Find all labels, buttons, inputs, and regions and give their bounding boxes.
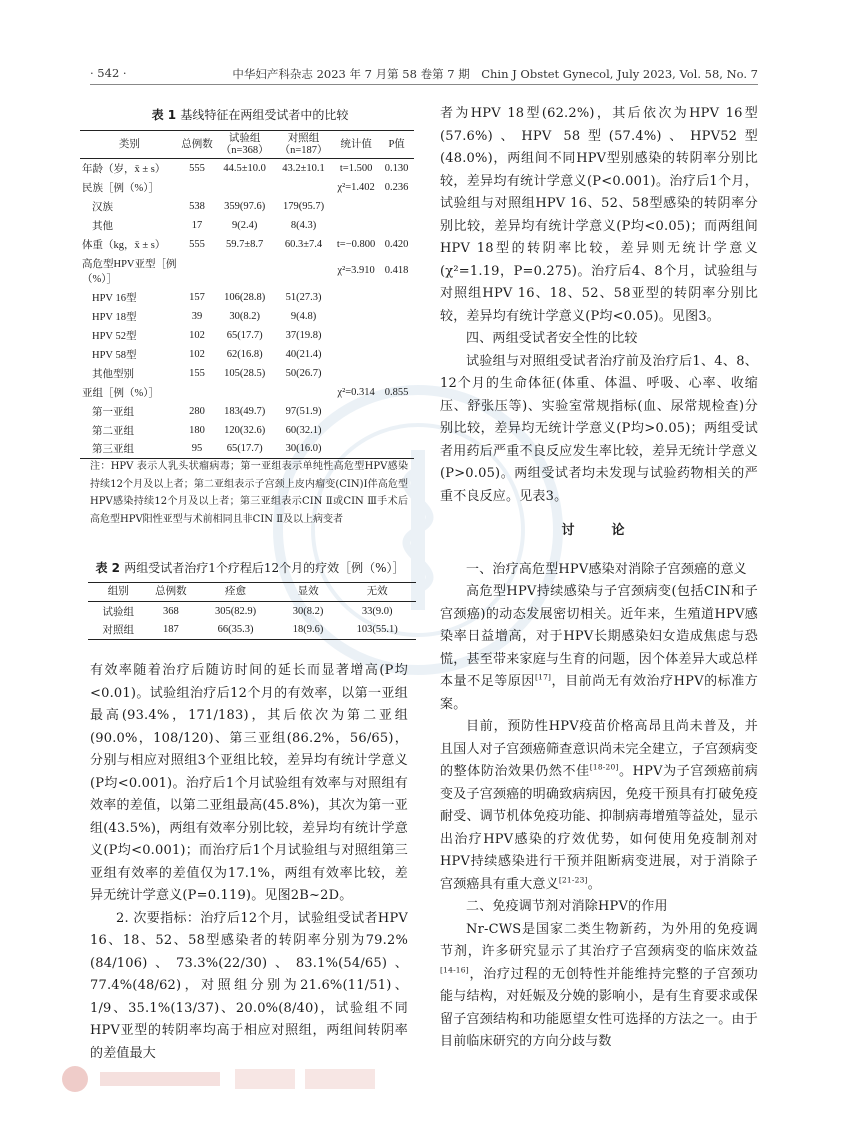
- table2-label: 表 2: [95, 561, 121, 575]
- table1-title: 基线特征在两组受试者中的比较: [180, 108, 349, 122]
- table1-cell-exp: 65(17.7): [226, 329, 263, 341]
- left-column: [90, 660, 408, 1065]
- table1-cell-ctl: 97(51.9): [285, 405, 322, 417]
- table1-row: [80, 326, 414, 345]
- table1-body: [80, 159, 414, 459]
- table1-cell-ctl: [274, 383, 333, 402]
- table1-cell-stat: χ²=1.402: [337, 181, 375, 193]
- table2-cell-cure: 305(82.9): [214, 605, 257, 617]
- table1-row: [80, 254, 414, 288]
- discussion-paragraph-3: Nr-CWS是国家二类生物新药，为外用的免疫调节剂，许多研究显示了其治疗子宫颈病变的临床效益[14-16]，治疗过程的无创特性并能维持完整的子宫颈功能与结构，对妊娠及分娩的影响小，是有生育要求或保留子宫颈结构和功能愿望女性可选择的方法之一。由于目前临床研究的方向分歧与数: [440, 921, 758, 1049]
- table1-cell-exp: [215, 254, 274, 288]
- table1-cell-exp: 65(17.7): [226, 443, 263, 455]
- table1-cell-ctl: 8(4.3): [290, 219, 317, 231]
- table1-cell-n: 180: [189, 424, 205, 436]
- right-paragraph-1: 者为HPV 18型(62.2%)，其后依次为HPV 16型(57.6%)、HPV 58型(57.4%)、HPV52型(48.0%)，两组间不同HPV型别感染的转阴率分别比较，差异均有统计学意义(P<0.001)。治疗后1个月，试验组与对照组HPV 16、52、58型感染的转阴率分别比较，差异均有统计学意义(P均<0.05)；而两组间HPV 18型的转阴率比较，差异则无统计学意义(χ²=1.19，P=0.275)。治疗后4、8个月，试验组与对照组HPV 16、18、52、58亚型的转阴率分别比较，差异均有统计学意义(P均<0.05)。见图3。: [440, 106, 758, 324]
- table1-header-p: P值: [388, 138, 405, 150]
- table2-header-total: 总例数: [155, 586, 187, 597]
- table2-row: [88, 602, 416, 621]
- table1-cell-n: 555: [189, 162, 205, 174]
- table1-cell-p: [379, 364, 414, 383]
- table1-cell-exp: [215, 383, 274, 402]
- table1-row: [80, 288, 414, 307]
- table1-cell-stat: [333, 326, 379, 345]
- table1-cell-ctl: 60.3±7.4: [284, 238, 323, 250]
- table1-cell-n: 555: [189, 238, 205, 250]
- table1-cell-p: [379, 345, 414, 364]
- table2-header-none: 无效: [366, 586, 388, 597]
- table1-cell-p: 0.418: [384, 265, 409, 276]
- table1-header-exp: 试验组（n=368）: [220, 132, 269, 156]
- table1-cell-stat: [333, 216, 379, 235]
- discussion-subheading-2: 二、免疫调节剂对消除HPV的作用: [466, 899, 668, 914]
- running-header: [90, 62, 758, 84]
- table1-row: [80, 235, 414, 254]
- table2-cell-n: 368: [163, 605, 179, 617]
- table1-header-ctl: 对照组（n=187）: [279, 132, 328, 156]
- table1-cell-cat: 年龄（岁，x̄ ± s）: [82, 163, 166, 175]
- table1-caption: [90, 106, 410, 123]
- table1-row: [80, 307, 414, 326]
- table2-cell-n: 187: [163, 624, 179, 636]
- table2-row: [88, 621, 416, 640]
- right-column: [440, 103, 758, 1054]
- table2-header-eff: 显效: [297, 586, 319, 597]
- table2: [88, 582, 416, 640]
- table2-cell-eff: 30(8.2): [292, 605, 324, 617]
- table2-header-cure: 痊愈: [225, 586, 247, 597]
- table1-cell-stat: [333, 402, 379, 421]
- table1-cell-n: 95: [191, 443, 203, 455]
- table1-cell-exp: 44.5±10.0: [223, 162, 266, 174]
- table1-cell-n: [179, 254, 215, 288]
- publisher-logo-icon: [60, 1064, 390, 1094]
- table1-cell-stat: χ²=3.910: [337, 265, 375, 276]
- table1-cell-stat: t=1.500: [339, 162, 373, 174]
- citation-ref: [17]: [534, 672, 552, 682]
- table1-cell-ctl: 43.2±10.1: [282, 162, 325, 174]
- table1-cell-stat: [333, 364, 379, 383]
- table1-cell-n: 17: [191, 219, 203, 231]
- table1-cell-ctl: 30(16.0): [285, 443, 322, 455]
- table1-cell-stat: [333, 307, 379, 326]
- table1-cell-cat: 第二亚组: [92, 425, 134, 437]
- table1-cell-n: [179, 178, 215, 197]
- left-paragraph-1: 有效率随着治疗后随访时间的延长而显著增高(P均<0.01)。试验组治疗后12个月的有效率，以第一亚组最高(93.4%，171/183)，其后依次为第二亚组(90.0%，108/120)、第三亚组(86.2%，56/65)，分别与相应对照组3个亚组比较，差异均有统计学意义(P均<0.001)。治疗后1个月试验组有效率与对照组有效率的差值，以第二亚组最高(45.8%)，其次为第一亚组(43.5%)，两组有效率分别比较，差异均有统计学意义(P均<0.001)；而治疗后1个月试验组与对照组第三亚组有效率的差值仅为17.1%，两组有效率比较，差异无统计学意义(P=0.119)。见图2B~2D。: [90, 663, 408, 903]
- table1-cell-exp: 183(49.7): [224, 405, 266, 417]
- table1-cell-p: 0.236: [384, 181, 409, 193]
- table1-cell-exp: 120(32.6): [224, 424, 266, 436]
- table1-cell-exp: 59.7±8.7: [226, 238, 264, 250]
- table1-header-total: 总例数: [181, 138, 213, 150]
- table1-row: [80, 178, 414, 197]
- table1-cell-p: [379, 402, 414, 421]
- table1-label: 表 1: [151, 108, 177, 122]
- table1-row: [80, 383, 414, 402]
- table1-cell-n: [179, 383, 215, 402]
- table2-cell-none: 103(55.1): [356, 624, 398, 636]
- table1-cell-p: [379, 197, 414, 216]
- table1-cell-stat: [333, 288, 379, 307]
- page-number: · 542 ·: [90, 66, 127, 80]
- table1-row: [80, 440, 414, 459]
- table1-cell-exp: 30(8.2): [229, 310, 260, 322]
- table1-cell-ctl: 51(27.3): [285, 291, 322, 303]
- table1-row: [80, 197, 414, 216]
- table1-cell-n: 102: [189, 329, 205, 341]
- table1-cell-cat: HPV 18型: [92, 311, 137, 323]
- table2-cell-none: 33(9.0): [361, 605, 393, 617]
- table1-cell-p: [379, 421, 414, 440]
- table2-body: [88, 602, 416, 640]
- table1-row: [80, 345, 414, 364]
- table1-cell-ctl: 37(19.8): [285, 329, 322, 341]
- table1-cell-n: 280: [189, 405, 205, 417]
- table2-cell-group: 对照组: [102, 625, 135, 637]
- table1-cell-exp: 9(2.4): [231, 219, 258, 231]
- table2-header-group: 组别: [107, 586, 129, 597]
- table1-cell-p: [379, 216, 414, 235]
- table1-cell-p: [379, 307, 414, 326]
- citation-ref: [14-16]: [440, 965, 469, 975]
- table1-cell-n: 102: [189, 348, 205, 360]
- table1-cell-n: 538: [189, 200, 205, 212]
- table1-cell-stat: t=−0.800: [336, 238, 376, 250]
- table1-cell-cat: 民族［例（%）］: [82, 182, 159, 194]
- table1-cell-n: 39: [191, 310, 203, 322]
- table1-cell-stat: [333, 421, 379, 440]
- table2-cell-eff: 18(9.6): [292, 624, 324, 636]
- table1-header-category: 类别: [118, 138, 140, 150]
- table1-cell-cat: HPV 16型: [92, 292, 137, 304]
- table1-cell-ctl: 50(26.7): [285, 367, 322, 379]
- table1-row: [80, 216, 414, 235]
- table1-cell-ctl: 40(21.4): [285, 348, 322, 360]
- table1-cell-exp: 105(28.5): [224, 367, 266, 379]
- table1-cell-cat: HPV 58型: [92, 349, 137, 361]
- table1-cell-stat: χ²=0.314: [337, 386, 375, 398]
- table1-cell-p: [379, 440, 414, 459]
- table1-cell-exp: 359(97.6): [224, 200, 266, 212]
- discussion-heading: 讨 论: [561, 523, 637, 538]
- table1-cell-stat: [333, 197, 379, 216]
- table1-cell-p: [379, 288, 414, 307]
- section-heading-safety: 四、两组受试者安全性的比较: [466, 331, 638, 346]
- table1-header-stat: 统计值: [340, 138, 372, 150]
- journal-citation: 中华妇产科杂志 2023 年 7 月第 58 卷第 7 期 Chin J Obstet Gynecol, July 2023, Vol. 58, No. 7: [232, 67, 758, 81]
- table1-cell-cat: 高危型HPV亚型［例（%）］: [82, 258, 177, 285]
- table1-cell-cat: 第三亚组: [92, 444, 134, 456]
- table1-cell-cat: 第一亚组: [92, 406, 134, 418]
- table1-cell-ctl: 179(95.7): [282, 200, 325, 212]
- table1-cell-stat: [333, 345, 379, 364]
- table1-row: [80, 402, 414, 421]
- discussion-paragraph-2: 目前，预防性HPV疫苗价格高昂且尚未普及，并且国人对子宫颈癌筛查意识尚未完全建立，子宫颈病变的整体防治效果仍然不佳[18-20]。HPV为子宫颈癌前病变及子宫颈癌的明确致病病因，免疫干预具有打破免疫耐受、调节机体免疫功能、抑制病毒增殖等益处，显示出治疗HPV感染的疗效优势，如何使用免疫制剂对HPV持续感染进行干预并阻断病变进展，对于消除子宫颈癌具有重大意义[21-23]。: [440, 719, 758, 892]
- table1-cell-stat: [333, 440, 379, 459]
- table1-cell-cat: 汉族: [92, 201, 113, 213]
- table1-cell-n: 155: [189, 367, 205, 379]
- table1-cell-exp: 62(16.8): [226, 348, 263, 360]
- table1-cell-ctl: [274, 178, 333, 197]
- discussion-paragraph-1: 高危型HPV持续感染与子宫颈病变(包括CIN和子宫颈癌)的动态发展密切相关。近年来，生殖道HPV感染率日益增高，对于HPV长期感染妇女造成焦虑与恐慌，甚至带来家庭与生育的问题，因个体差异大或总样本量不足等原因[17]，目前尚无有效治疗HPV的标准方案。: [440, 584, 758, 712]
- table1-cell-n: 157: [189, 291, 205, 303]
- table1-cell-exp: [215, 178, 274, 197]
- table1-cell-cat: 其他型别: [92, 368, 134, 380]
- table1-cell-cat: 体重（kg，x̄ ± s）: [82, 239, 166, 251]
- table1-row: [80, 159, 414, 178]
- table1-cell-p: 0.420: [384, 238, 409, 250]
- table1-cell-p: [379, 326, 414, 345]
- table2-caption: [90, 559, 410, 576]
- citation-ref: [18-20]: [589, 762, 619, 772]
- table2-title: 两组受试者治疗1个疗程后12个月的疗效［例（%）］: [124, 561, 405, 575]
- table1-note: 注：HPV 表示人乳头状瘤病毒；第一亚组表示单纯性高危型HPV感染持续12个月及以上者；第二亚组表示子宫颈上皮内瘤变(CIN)Ⅰ伴高危型HPV感染持续12个月及以上者；第三亚组表示CIN Ⅱ或CIN Ⅲ手术后高危型HPV阳性亚型与术前相同且非CIN Ⅱ及以上病变者: [90, 461, 408, 525]
- table2-cell-group: 试验组: [102, 606, 135, 618]
- right-paragraph-2: 试验组与对照组受试者治疗前及治疗后1、4、8、12个月的生命体征(体重、体温、呼吸、心率、收缩压、舒张压等)、实验室常规指标(血、尿常规检查)分别比较，差异均无统计学意义(P均>0.05)；两组受试者用药后严重不良反应发生率比较，差异无统计学意义(P>0.05)。两组受试者均未发现与试验药物相关的严重不良反应。见表3。: [440, 353, 758, 504]
- table1-row: [80, 364, 414, 383]
- table2-cell-cure: 66(35.3): [217, 624, 254, 636]
- table1-cell-exp: 106(28.8): [224, 291, 266, 303]
- citation-ref: [21-23]: [558, 875, 588, 885]
- table1-cell-ctl: 9(4.8): [290, 310, 317, 322]
- left-paragraph-2: 2. 次要指标：治疗后12个月，试验组受试者HPV 16、18、52、58型感染者的转阴率分别为79.2%(84/106)、73.3%(22/30)、83.1%(54/65)、77.4%(48/62)，对照组分别为21.6%(11/51)、1/9、35.1%(13/37)、20.0%(8/40)，试验组不同HPV亚型的转阴率均高于相应对照组，两组间转阴率的差值最大: [90, 910, 408, 1061]
- table1-cell-p: 0.130: [384, 162, 409, 174]
- table1-cell-ctl: 60(32.1): [285, 424, 322, 436]
- table1-cell-p: 0.855: [384, 386, 409, 398]
- header-rule: [90, 84, 758, 85]
- table1-cell-cat: HPV 52型: [92, 330, 137, 342]
- table1-row: [80, 421, 414, 440]
- table1: [80, 130, 414, 459]
- table1-cell-cat: 亚组［例（%）］: [82, 387, 159, 399]
- table1-cell-ctl: [274, 254, 333, 288]
- discussion-subheading-1: 一、治疗高危型HPV感染对消除子宫颈癌的意义: [466, 561, 747, 577]
- table1-cell-cat: 其他: [92, 220, 113, 232]
